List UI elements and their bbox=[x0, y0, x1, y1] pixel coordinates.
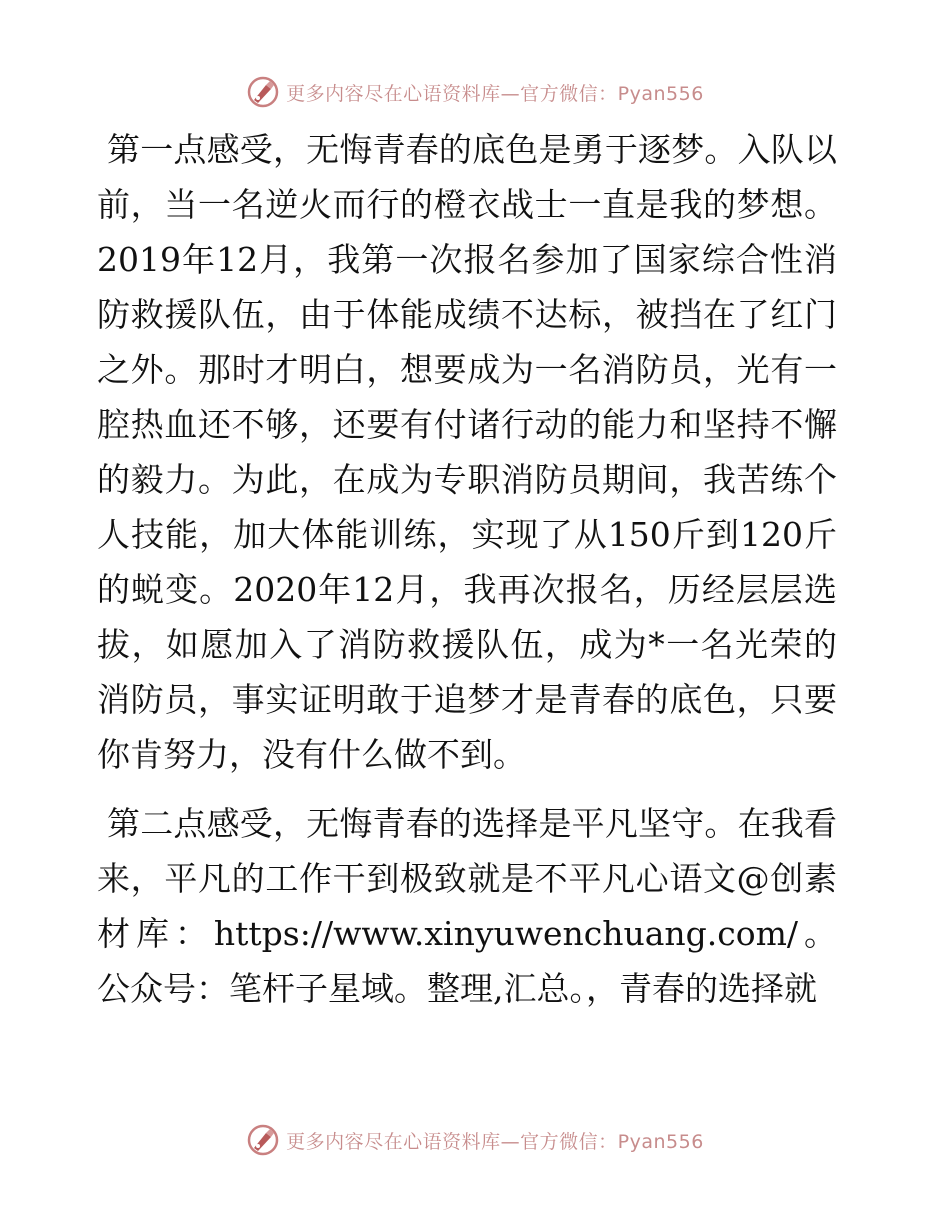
document-body bbox=[97, 122, 837, 1016]
footer-watermark bbox=[0, 1120, 950, 1160]
header-watermark bbox=[0, 72, 950, 112]
pen-nib-logo-icon bbox=[246, 75, 280, 109]
header-watermark-text: 更多内容尽在心语资料库—官方微信：Pyan556 bbox=[286, 82, 704, 105]
pen-nib-logo-icon bbox=[246, 1123, 280, 1157]
paragraph-1: 第一点感受，无悔青春的底色是勇于逐梦。入队以前，当一名逆火而行的橙衣战士一直是我的梦想。2019年12月，我第一次报名参加了国家综合性消防救援队伍，由于体能成绩不达标，被挡在了红门之外。那时才明白，想要成为一名消防员，光有一腔热血还不够，还要有付诸行动的能力和坚持不懈的毅力。为此，在成为专职消防员期间，我苦练个人技能，加大体能训练，实现了从150斤到120斤的蜕变。2020年12月，我再次报名，历经层层选拔，如愿加入了消防救援队伍，成为*一名光荣的消防员，事实证明敢于追梦才是青春的底色，只要你肯努力，没有什么做不到。 bbox=[97, 130, 837, 774]
footer-watermark-text: 更多内容尽在心语资料库—官方微信：Pyan556 bbox=[286, 1130, 704, 1153]
paragraph-2: 第二点感受，无悔青春的选择是平凡坚守。在我看来，平凡的工作干到极致就是不平凡心语文@创素材库：https://www.xinyuwenchuang.com/。公众号：笔杆子星域。整理,汇总。，青春的选择就 bbox=[97, 804, 837, 1008]
